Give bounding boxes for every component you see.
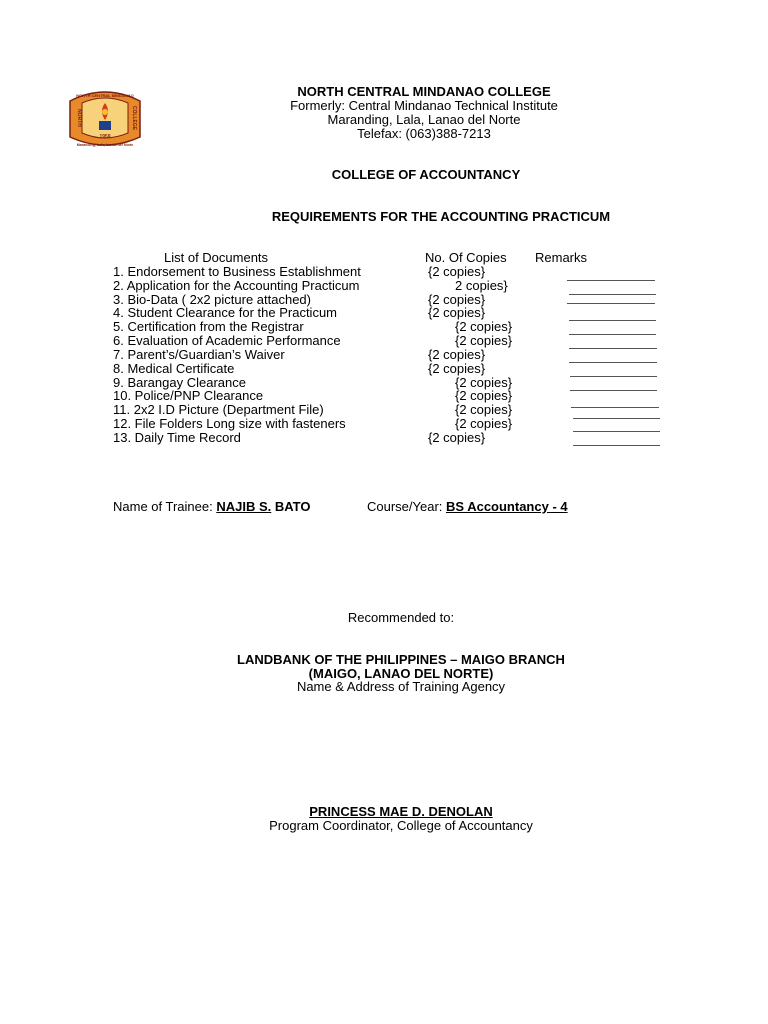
coordinator-title: Program Coordinator, College of Accountancy (269, 818, 533, 833)
college-formerly: Formerly: Central Mindanao Technical Institute (290, 98, 558, 113)
seal-torch-glow (102, 109, 108, 115)
column-header-remarks: Remarks (535, 250, 588, 265)
course-value: BS Accountancy - 4 (446, 499, 568, 514)
requirements-title: REQUIREMENTS FOR THE ACCOUNTING PRACTICUM (271, 209, 611, 224)
remarks-line (573, 431, 660, 432)
agency-name: LANDBANK OF THE PHILIPPINES – MAIGO BRANCH (237, 652, 565, 667)
seal-torch-base (99, 121, 111, 130)
seal-left-text: NORTH (76, 109, 82, 127)
document-copies: {2 copies} (428, 430, 486, 445)
document-item: 5. Certification from the Registrar (113, 319, 304, 334)
document-item: 4. Student Clearance for the Practicum (113, 305, 338, 320)
remarks-line (570, 390, 657, 391)
remarks-line (569, 334, 656, 335)
remarks-line (573, 418, 660, 419)
recommended-label: Recommended to: (347, 610, 455, 625)
document-item: 1. Endorsement to Business Establishment (113, 264, 361, 279)
remarks-line (571, 407, 659, 408)
seal-right-text: COLLEGE (131, 105, 137, 131)
trainee-label: Name of Trainee: (113, 499, 217, 514)
seal-bottom-text: Maranding, Lala, Lanao del Norte (76, 143, 134, 147)
seal-top-text: NORTH CENTRAL MINDANAO (76, 93, 134, 98)
document-item: 9. Barangay Clearance (113, 375, 246, 390)
document-copies: {2 copies} (428, 292, 486, 307)
column-header-copies: No. Of Copies (425, 250, 507, 265)
agency-caption: Name & Address of Training Agency (296, 679, 506, 694)
college-name: NORTH CENTRAL MINDANAO COLLEGE (297, 84, 551, 99)
document-copies: {2 copies} (428, 347, 486, 362)
remarks-line (569, 294, 656, 295)
document-item: 12. File Folders Long size with fasteners (113, 416, 346, 431)
course-line (367, 500, 568, 514)
course-label: Course/Year: (367, 499, 447, 514)
document-item: 13. Daily Time Record (113, 430, 241, 445)
document-item: 6. Evaluation of Academic Performance (113, 333, 341, 348)
document-copies: {2 copies} (428, 361, 486, 376)
document-item: 2. Application for the Accounting Practicum (113, 278, 360, 293)
remarks-line (567, 280, 655, 281)
document-item: 11. 2x2 I.D Picture (Department File) (113, 402, 324, 417)
agency-address: (MAIGO, LANAO DEL NORTE) (308, 666, 494, 681)
document-copies: {2 copies} (428, 305, 486, 320)
remarks-line (573, 445, 660, 446)
document-copies: 2 copies} (455, 278, 508, 293)
remarks-line (569, 320, 656, 321)
trainee-name-underlined: NAJIB S. (216, 499, 272, 514)
remarks-line (570, 376, 657, 377)
document-copies: {2 copies} (455, 375, 513, 390)
document-item: 3. Bio-Data ( 2x2 picture attached) (113, 292, 311, 307)
document-copies: {2 copies} (455, 333, 513, 348)
college-address: Maranding, Lala, Lanao del Norte (327, 112, 521, 127)
document-copies: {2 copies} (428, 264, 486, 279)
trainee-line (113, 500, 310, 514)
college-telefax: Telefax: (063)388-7213 (357, 126, 491, 141)
document-item: 8. Medical Certificate (113, 361, 235, 376)
department-title: COLLEGE OF ACCOUNTANCY (331, 167, 521, 182)
remarks-line (569, 348, 657, 349)
document-copies: {2 copies} (455, 319, 513, 334)
column-header-documents: List of Documents (164, 250, 269, 265)
document-item: 10. Police/PNP Clearance (113, 388, 264, 403)
document-item: 7. Parent’s/Guardian’s Waiver (113, 347, 285, 362)
document-copies: {2 copies} (455, 402, 513, 417)
seal-year: 1959 (99, 134, 111, 140)
trainee-name-rest: BATO (271, 499, 311, 514)
remarks-line (567, 303, 655, 304)
document-copies: {2 copies} (455, 416, 513, 431)
college-seal-logo (66, 87, 144, 149)
coordinator-name: PRINCESS MAE D. DENOLAN (309, 804, 493, 819)
document-copies: {2 copies} (455, 388, 513, 403)
remarks-line (569, 362, 657, 363)
